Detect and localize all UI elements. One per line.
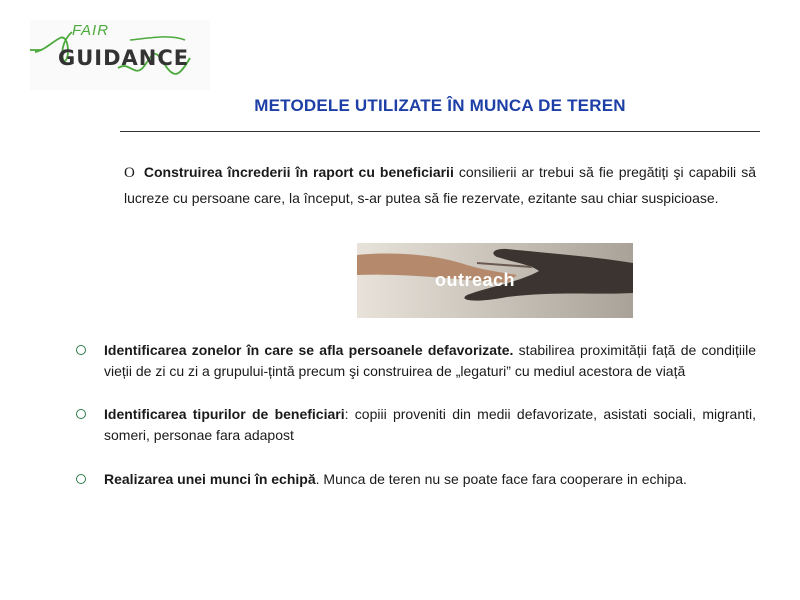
list-item — [76, 469, 756, 490]
outreach-label: outreach — [435, 270, 516, 290]
bullet-circle-icon — [76, 345, 86, 355]
intro-paragraph — [124, 160, 756, 211]
bullet-text: . Munca de teren nu se poate face fara cooperare in echipa. — [315, 471, 687, 487]
bullet-heading: Identificarea zonelor în care se afla persoanele defavorizate. — [104, 342, 514, 358]
intro-text: consilierii ar trebui să fie pregătiți şi capabili să lucreze cu persoane care, la început, s-ar putea să fie rezervate, ezitante sau chiar suspicioase. — [124, 164, 756, 206]
fair-guidance-logo — [30, 20, 210, 90]
intro-bold-heading: Construirea încrederii în raport cu beneficiarii — [143, 164, 454, 180]
bullet-heading: Identificarea tipurilor de beneficiari — [104, 406, 345, 422]
bullet-heading: Realizarea unei munci în echipă — [104, 471, 316, 487]
list-item — [76, 340, 756, 382]
bullet-circle-icon — [76, 474, 86, 484]
bullet-text: stabilirea proximității față de condițiile vieții de zi cu zi a grupului-țintă precum şi construirea de „legaturi” cu mediul acestora de viață — [104, 342, 756, 379]
bullet-list — [76, 340, 756, 490]
bullet-text: : copiii proveniti din medii defavorizate, asistati sociali, migranti, someri, personae fara adapost — [104, 406, 756, 443]
bullet-circle-icon — [76, 409, 86, 419]
page-title: METODELE UTILIZATE ÎN MUNCA DE TEREN — [254, 96, 626, 115]
logo-text-guidance: GUIDANCE — [58, 46, 190, 70]
outreach-image — [357, 243, 633, 318]
list-item — [76, 404, 756, 446]
intro-bullet-mark: O — [124, 165, 135, 181]
logo-text-fair: FAIR — [72, 22, 110, 39]
title-divider — [120, 131, 760, 132]
